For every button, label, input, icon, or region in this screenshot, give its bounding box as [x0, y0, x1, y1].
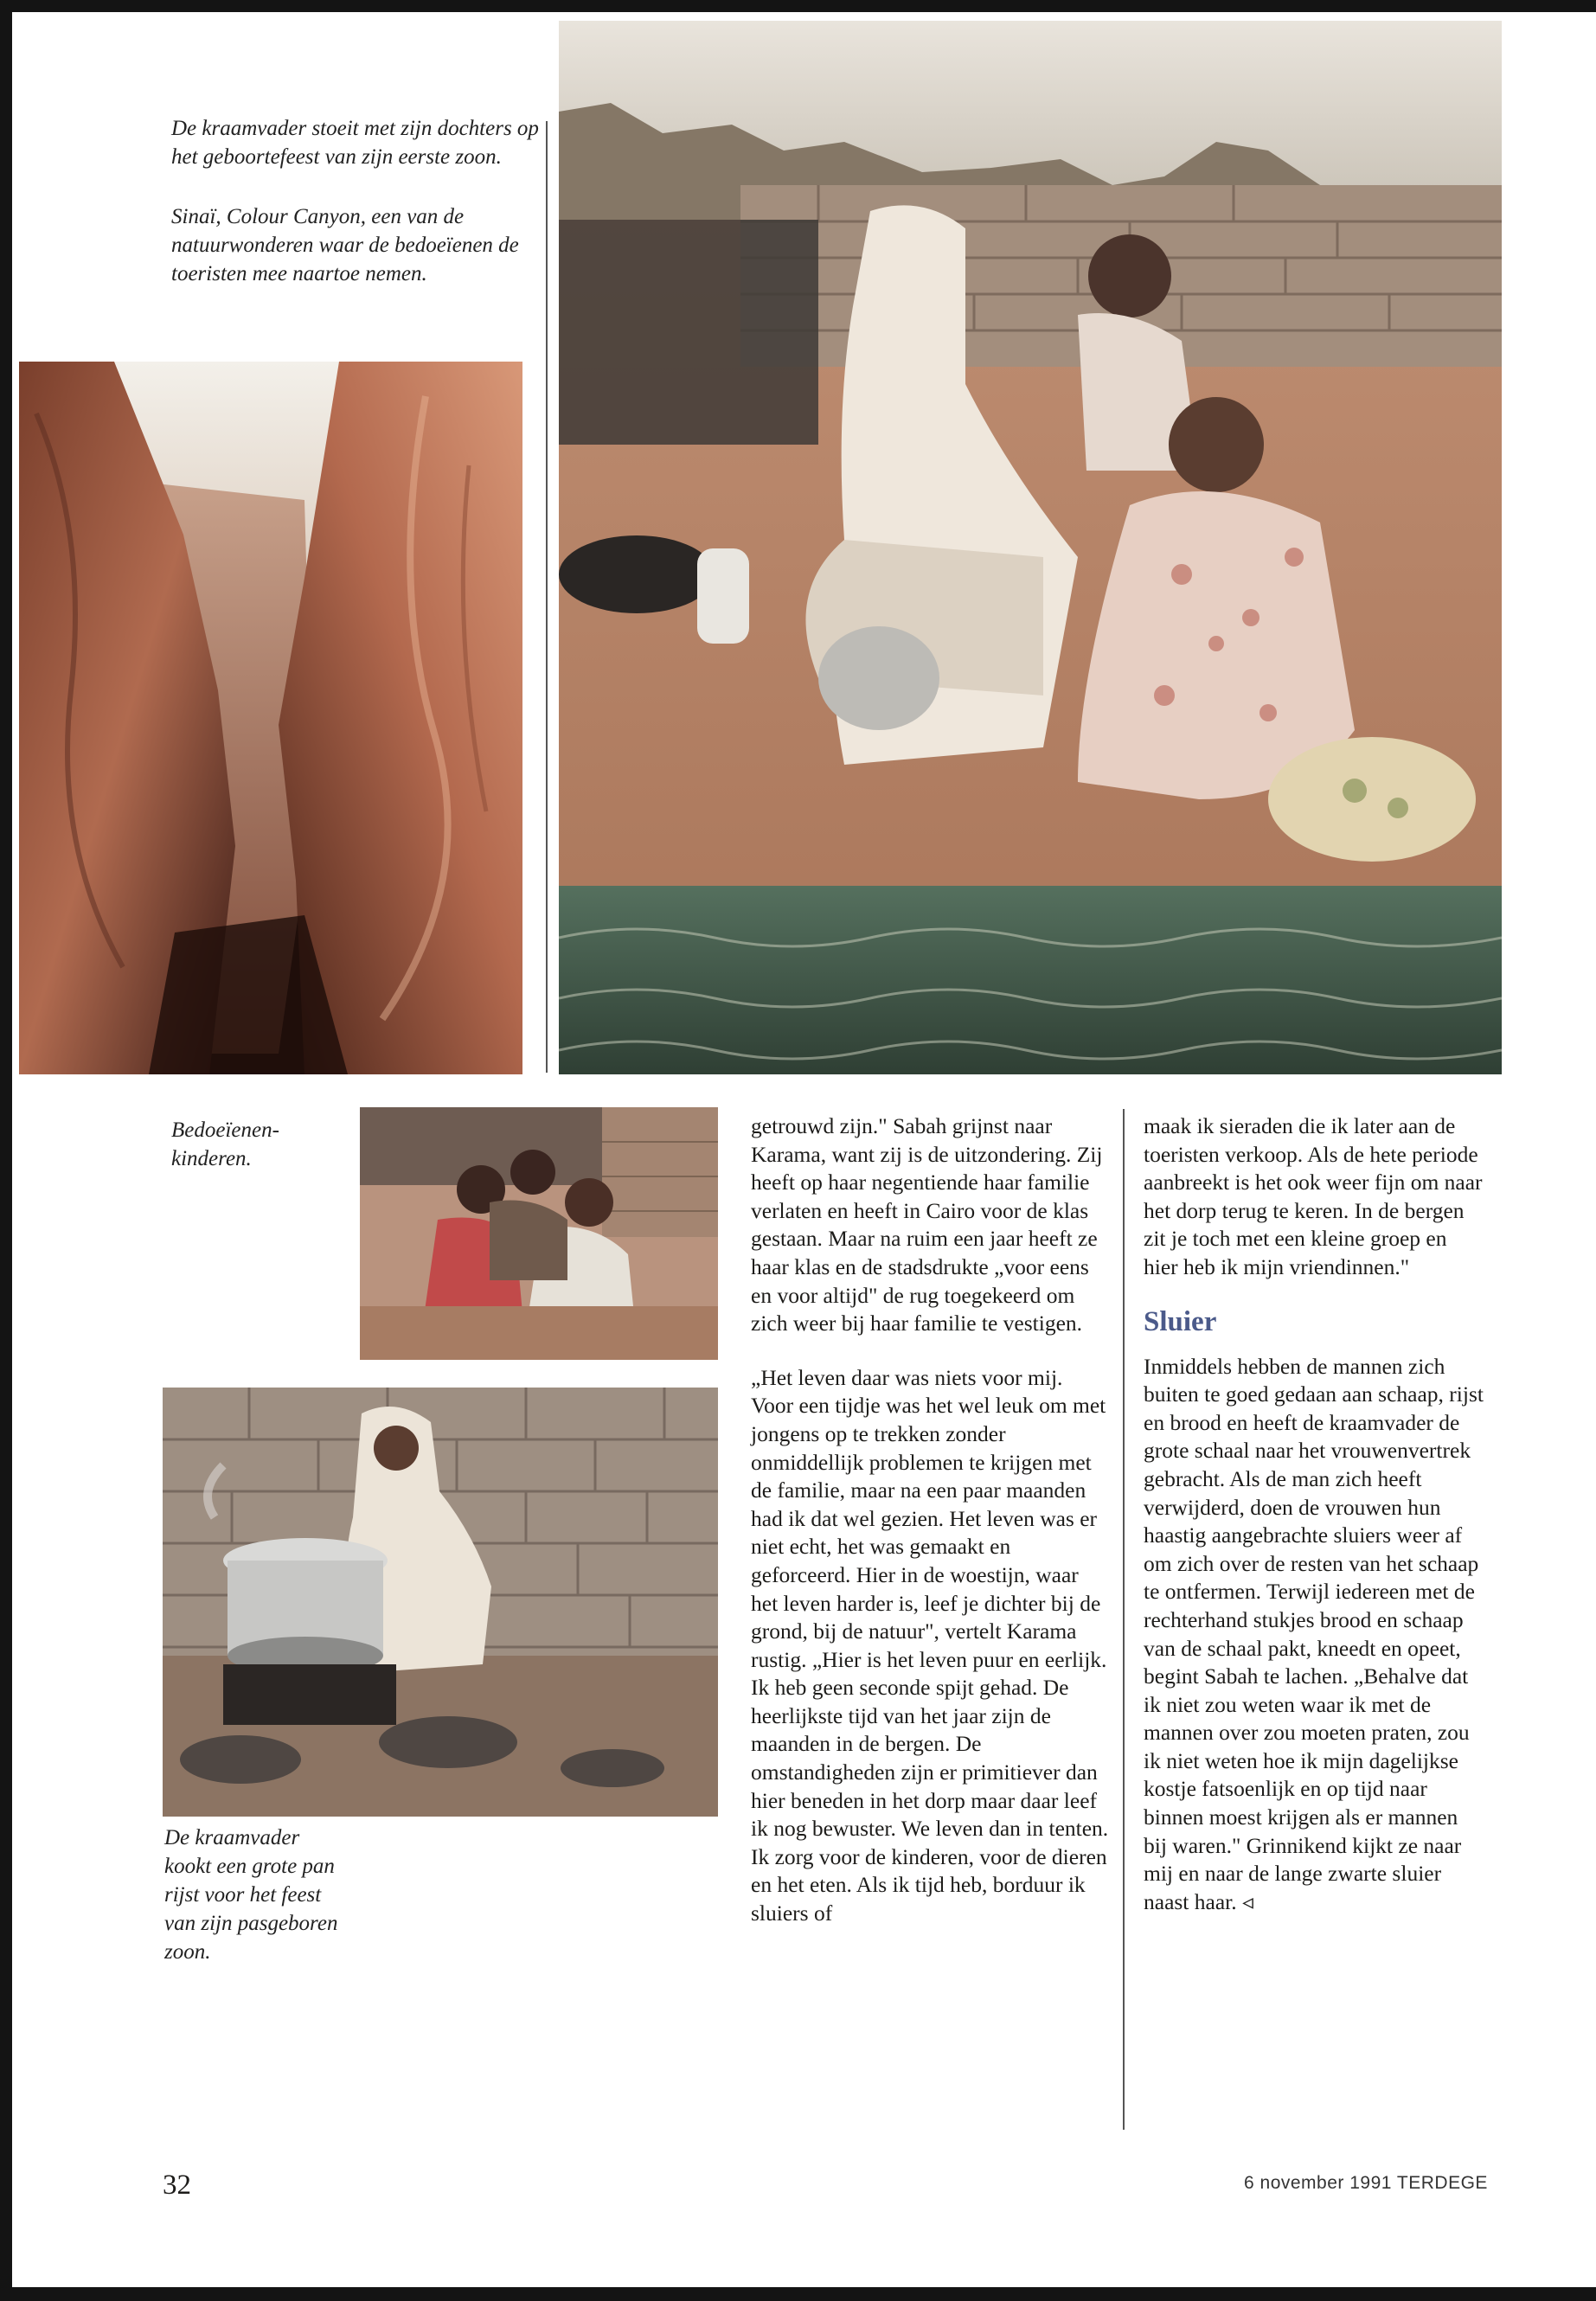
page-number: 32 — [163, 2170, 191, 2201]
canyon-photo — [19, 362, 522, 1074]
caption-cooking-text: De kraamvader kookt een grote pan rijst voor het feest van zijn pasgeboren zoon. — [164, 1826, 338, 1964]
column-right-paragraph-2: Inmiddels hebben de mannen zich buiten te goed gedaan aan schaap, rijst en brood en heeft de kraamvader de grote schaal naar het vrouwenvertrek gebracht. Als de man zich heeft verwijderd, doen de vrouwen hun haastig aangebrachte sluiers weer af om zich over de resten van het schaap te ontfermen. Terwijl iedereen met de rechterhand stukjes brood en schaap van de schaal pakt, kneedt en opeet, begint Sabah te lachen. „Behalve dat ik niet zou weten waar ik met de mannen over zou moeten praten, zou ik niet weten hoe ik mijn dagelijkse kostje fatsoenlijk en op tijd naar binnen moest krijgen als er mannen bij waren." Grinnikend kijkt ze naar mij en naar de lange zwarte sluier naast haar. ◃ — [1144, 1353, 1484, 1914]
caption-colour-canyon: Sinaï, Colour Canyon, een van de natuurwonderen waar de bedoeïenen de toeristen mee naartoe nemen. — [171, 205, 519, 285]
issue-date-footer: 6 november 1991 TERDEGE — [1244, 2173, 1488, 2193]
caption-divider-rule — [546, 121, 548, 1073]
column-right-paragraph-1: maak ik sieraden die ik later aan de toeristen verkoop. Als de hete periode aanbreekt is het ook weer fijn om naar het dorp terug te keren. In de bergen zit je toch met een kleine groep en hier heb ik mijn vriendinnen." — [1144, 1113, 1483, 1279]
caption-top-block — [171, 114, 539, 288]
caption-father-playing: De kraamvader stoeit met zijn dochters op het geboortefeest van zijn eerste zoon. — [171, 117, 539, 169]
father-with-children-photo — [559, 21, 1502, 1074]
caption-bedouin-children — [171, 1116, 349, 1173]
article-column-middle — [751, 1112, 1110, 1928]
caption-cooking — [164, 1823, 346, 1966]
column-middle-paragraph-1: getrouwd zijn." Sabah grijnst naar Karama, want zij is de uitzondering. Zij heeft op haar negentiende haar familie verlaten en heeft in Cairo voor de klas gestaan. Maar na ruim een jaar heeft ze haar klas en de stadsdrukte „voor eens en voor altijd" de rug toegekeerd om zich weer bij haar familie te vestigen. — [751, 1113, 1103, 1336]
column-middle-paragraph-2: „Het leven daar was niets voor mij. Voor een tijdje was het wel leuk om met jongens op te trekken zonder onmiddellijk problemen te krijgen met de familie, maar na een paar maanden had ik dat wel gezien. Het leven was er niet echt, het was gemaakt en geforceerd. Hier in de woestijn, waar het leven harder is, leef je dichter bij de grond, bij de natuur", vertelt Karama rustig. „Hier is het leven puur en eerlijk. Ik heb geen seconde spijt gehad. De heerlijkste tijd van het jaar zijn de maanden in de bergen. De omstandigheden zijn er primitiever dan hier beneden in het dorp maar daar leef ik nog bewuster. We leven dan in tenten. Ik zorg voor de kinderen, voor de dieren en het eten. Als ik tijd heb, borduur ik sluiers of — [751, 1364, 1109, 1926]
page-edge-left — [0, 0, 12, 2301]
column-divider-rule — [1123, 1109, 1125, 2130]
subhead-sluier: Sluier — [1144, 1305, 1217, 1337]
page-edge-bottom — [0, 2287, 1596, 2301]
page-edge-top — [0, 0, 1596, 12]
bedouin-children-photo — [360, 1107, 718, 1360]
article-column-right — [1144, 1112, 1485, 1916]
caption-children-text: Bedoeïenen-kinderen. — [171, 1118, 279, 1170]
cooking-pot-photo — [163, 1388, 718, 1817]
